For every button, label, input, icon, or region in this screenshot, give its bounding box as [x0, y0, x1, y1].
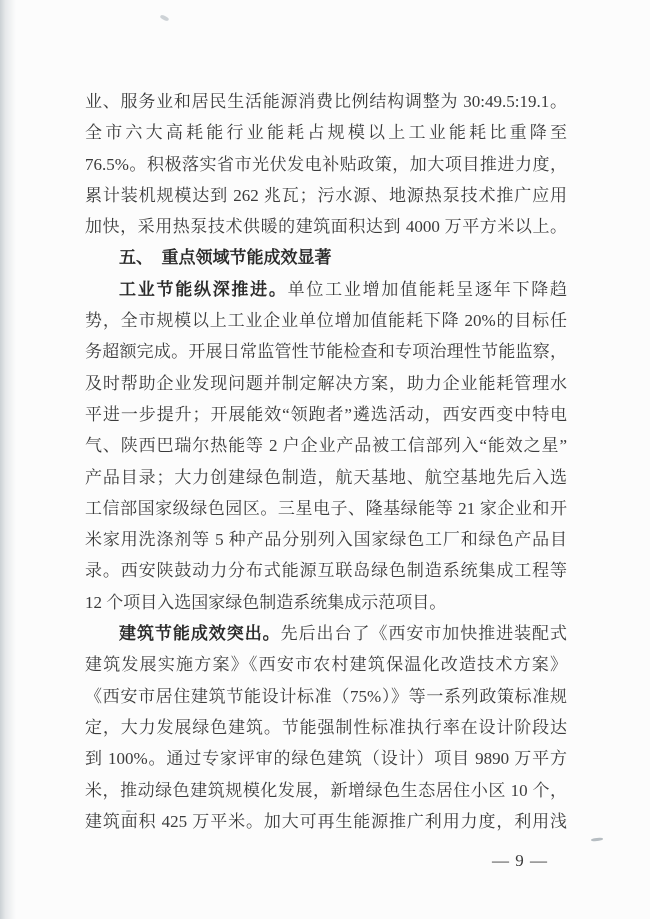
text-line — [85, 430, 567, 461]
text-line — [85, 743, 567, 774]
text-line — [85, 149, 567, 180]
text-line — [85, 462, 567, 493]
text-run: 建筑面积 425 万平米。加大可再生能源推广利用力度，利用浅 — [85, 811, 567, 831]
text-run: 先后出台了《西安市加快推进装配式 — [280, 624, 567, 644]
para-industrial-energy-saving — [85, 274, 567, 618]
text-line — [85, 618, 567, 649]
text-line — [85, 368, 567, 399]
scan-artifact — [160, 14, 170, 21]
text-run: 加快，采用热泵技术供暖的建筑面积达到 4000 万平方米以上。 — [85, 217, 567, 237]
text-line — [85, 117, 567, 148]
text-run: 米家用洗涤剂等 5 种产品分别列入国家绿色工厂和绿色产品目 — [85, 530, 567, 550]
text-run: 产品目录；大力创建绿色制造，航天基地、航空基地先后入选 — [85, 467, 567, 487]
text-line — [85, 399, 567, 430]
text-run: 累计装机规模达到 262 兆瓦；污水源、地源热泵技术推广应用 — [85, 185, 567, 205]
text-line — [85, 211, 567, 242]
text-line — [85, 305, 567, 336]
text-line — [85, 555, 567, 586]
text-run: 单位工业增加值能耗呈逐年下降趋 — [287, 279, 567, 299]
text-line — [85, 274, 567, 305]
paragraph-lead-bold: 工业节能纵深推进。 — [119, 279, 288, 299]
text-line — [85, 524, 567, 555]
text-run: 务超额完成。开展日常监管性节能检查和专项治理性节能监察， — [85, 342, 567, 362]
text-run: 录。西安陕鼓动力分布式能源互联岛绿色制造系统集成工程等 — [85, 561, 567, 581]
text-line — [85, 587, 567, 618]
text-run: 全市六大高耗能行业能耗占规模以上工业能耗比重降至 — [85, 123, 567, 143]
text-run: 气、陕西巴瑞尔热能等 2 户企业产品被工信部列入“能效之星” — [85, 436, 567, 456]
text-line — [85, 180, 567, 211]
text-line — [85, 775, 567, 806]
text-run: 76.5%。积极落实省市光伏发电补贴政策，加大项目推进力度， — [85, 154, 567, 174]
scan-edge-shadow — [0, 0, 16, 919]
text-run: 势，全市规模以上工业企业单位增加值能耗下降 20%的目标任 — [85, 311, 567, 331]
text-run: 12 个项目入选国家绿色制造系统集成示范项目。 — [85, 592, 447, 612]
text-line — [85, 86, 567, 117]
text-run: 米，推动绿色建筑规模化发展，新增绿色生态居住小区 10 个， — [85, 780, 567, 800]
section-heading-5: 五、 重点领域节能成效显著 — [119, 248, 332, 268]
text-run: 平进一步提升；开展能效“领跑者”遴选活动，西安西变中特电 — [85, 404, 567, 424]
text-line — [85, 712, 567, 743]
text-run: 到 100%。通过专家评审的绿色建筑（设计）项目 9890 万平方 — [85, 749, 567, 769]
para-building-energy-saving — [85, 618, 567, 837]
text-run: 业、服务业和居民生活能源消费比例结构调整为 30:49.5:19.1。 — [85, 92, 567, 111]
text-run: 定，大力发展绿色建筑。节能强制性标准执行率在设计阶段达 — [85, 717, 567, 737]
text-line — [85, 649, 567, 680]
text-line — [85, 493, 567, 524]
scan-artifact — [591, 837, 603, 841]
text-run: 《西安市居住建筑节能设计标准（75%）》等一系列政策标准规 — [85, 686, 567, 706]
text-line — [85, 336, 567, 367]
para-energy-consumption-structure — [85, 86, 567, 242]
text-run: 建筑发展实施方案》《西安市农村建筑保温化改造技术方案》 — [85, 655, 567, 675]
text-line — [85, 681, 567, 712]
document-body — [85, 86, 567, 837]
text-line — [85, 806, 567, 837]
text-run: 及时帮助企业发现问题并制定解决方案，助力企业能耗管理水 — [85, 373, 567, 393]
page-number: — 9 — — [492, 851, 548, 870]
text-run: 工信部国家级绿色园区。三星电子、隆基绿能等 21 家企业和开 — [85, 498, 567, 518]
paragraph-lead-bold: 建筑节能成效突出。 — [119, 624, 281, 644]
